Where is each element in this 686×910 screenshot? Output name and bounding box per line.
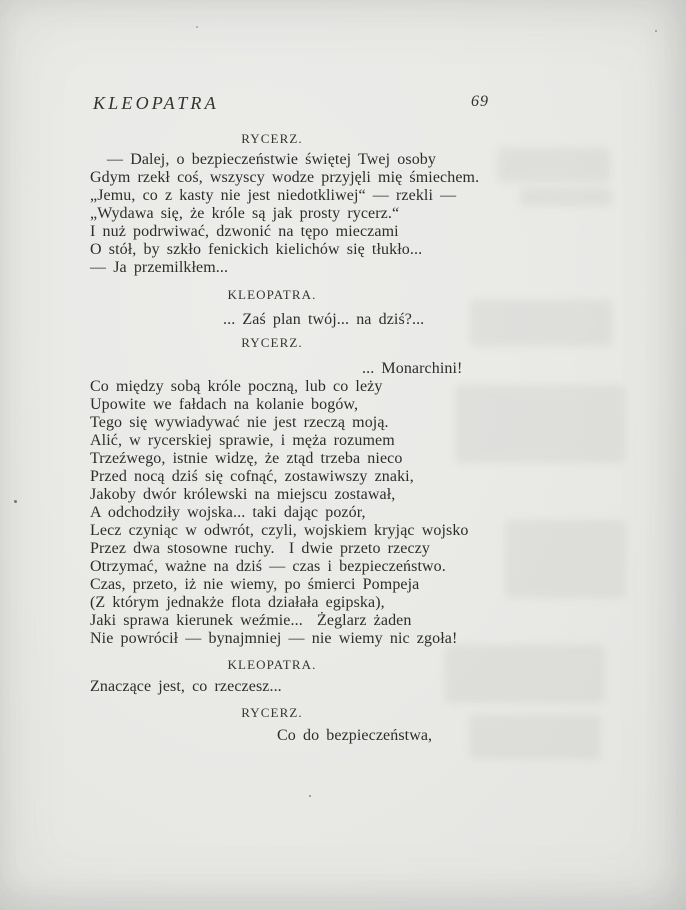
verse-line: „Jemu, co z kasty nie jest niedotkliwej“ — rzekli — — [90, 187, 457, 204]
verse-line: ... Monarchini! — [362, 360, 463, 377]
scan-speck — [196, 26, 198, 28]
verse-line: Trzeźwego, istnie widzę, że ztąd trzeba nieco — [90, 450, 403, 467]
verse-line: A odchodziły wojska... taki dając pozór, — [90, 504, 366, 521]
verse-content — [90, 127, 610, 745]
verse-line: Znaczące jest, co rzeczesz... — [90, 678, 282, 695]
verse-line: Co do bezpieczeństwa, — [277, 727, 433, 744]
speaker-heading: RYCERZ. — [241, 131, 303, 146]
speaker-heading: KLEOPATRA. — [227, 657, 317, 672]
verse-line: Jaki sprawa kierunek weźmie... Żeglarz żaden — [90, 612, 412, 629]
scan-speck — [655, 30, 657, 32]
verse-line: Jakoby dwór królewski na miejscu zostawał, — [90, 486, 396, 503]
verse-line: — Ja przemilkłem... — [90, 259, 229, 276]
speaker-heading: RYCERZ. — [241, 705, 303, 720]
verse-line: (Z którym jednakże flota działała egipska), — [90, 594, 385, 611]
verse-line: O stół, by szkło fenickich kielichów się tłukło... — [90, 241, 423, 258]
verse-line: Gdym rzekł coś, wszyscy wodze przyjęli mię śmiechem. — [90, 169, 480, 186]
verse-line: Alić, w rycerskiej sprawie, i męża rozumem — [90, 432, 395, 449]
running-header-title: KLEOPATRA — [93, 93, 219, 113]
verse-line: „Wydawa się, że króle są jak prosty rycerz.“ — [90, 205, 400, 222]
verse-line: Lecz czyniąc w odwrót, czyli, wojskiem kryjąc wojsko — [90, 522, 469, 539]
scan-speck — [309, 795, 311, 797]
verse-line: Czas, przeto, iż nie wiemy, po śmierci Pompeja — [90, 576, 420, 593]
verse-line: Przed nocą dziś się cofnąć, zostawiwszy znaki, — [90, 468, 414, 485]
speaker-heading: KLEOPATRA. — [227, 287, 317, 302]
verse-line: Upowite we fałdach na kolanie bogów, — [90, 396, 359, 413]
scan-speck — [14, 500, 17, 503]
verse-line: Nie powrócił — bynajmniej — nie wiemy nic zgoła! — [90, 630, 458, 647]
verse-line: Otrzymać, ważne na dziś — czas i bezpieczeństwo. — [90, 558, 446, 575]
speaker-heading: RYCERZ. — [241, 335, 303, 350]
verse-line: Co między sobą króle poczną, lub co leży — [90, 378, 383, 395]
verse-line: ... Zaś plan twój... na dziś?... — [223, 311, 425, 328]
verse-line: — Dalej, o bezpieczeństwie świętej Twej osoby — [107, 151, 436, 168]
verse-line: Przez dwa stosowne ruchy. I dwie przeto rzeczy — [90, 540, 430, 557]
verse-line: Tego się wywiadywać nie jest rzeczą moją. — [90, 414, 389, 431]
verse-line: I nuż podrwiwać, dzwonić na tępo mieczami — [90, 223, 399, 240]
page-number: 69 — [471, 93, 489, 110]
